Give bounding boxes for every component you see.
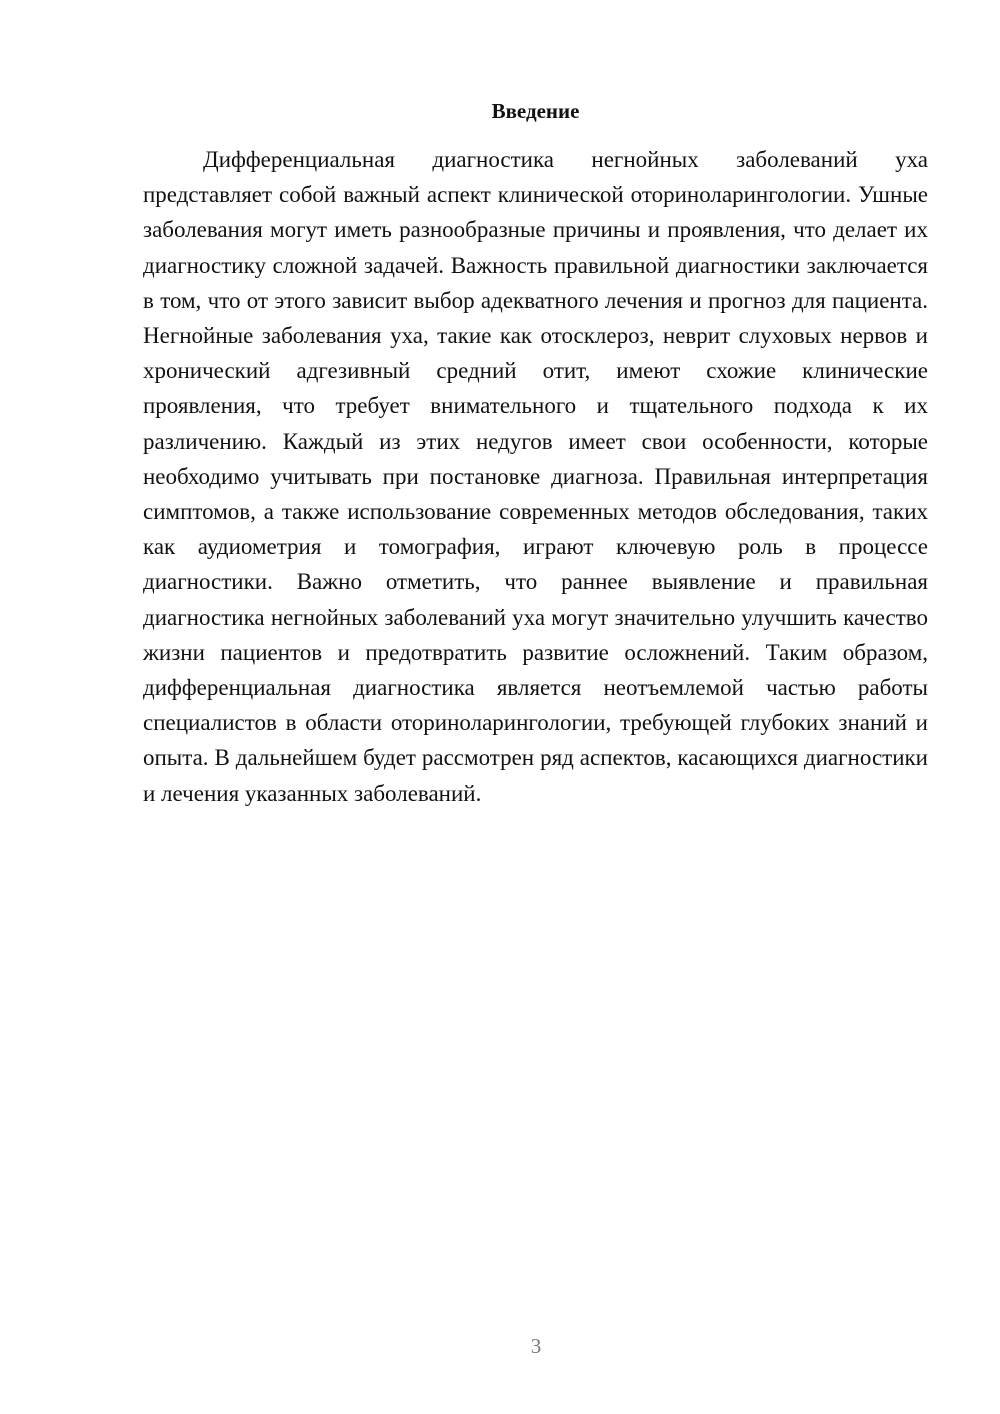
page-number: 3 [530,1334,542,1358]
introduction-paragraph: Дифференциальная диагностика негнойных заболеваний уха представляет собой важный аспект клинической оториноларингологии. Ушные заболевания могут иметь разнообразные причины и проявления, что делает их диагностику сложной задачей. Важность правильной диагностики заключается в том, что от этого зависит выбор адекватного лечения и прогноз для пациента. Негнойные заболевания уха, такие как отосклероз, неврит слуховых нервов и хронический адгезивный средний отит, имеют схожие клинические проявления, что требует внимательного и тщательного подхода к их различению. Каждый из этих недугов имеет свои особенности, которые необходимо учитывать при постановке диагноза. Правильная интерпретация симптомов, а также использование современных методов обследования, таких как аудиометрия и томография, играют ключевую роль в процессе диагностики. Важно отметить, что раннее выявление и правильная диагностика негнойных заболеваний уха могут значительно улучшить качество жизни пациентов и предотвратить развитие осложнений. Таким образом, дифференциальная диагностика является неотъемлемой частью работы специалистов в области оториноларингологии, требующей глубоких знаний и опыта. В дальнейшем будет рассмотрен ряд аспектов, касающихся диагностики и лечения указанных заболеваний. [143,147,928,806]
section-heading: Введение [491,99,580,123]
